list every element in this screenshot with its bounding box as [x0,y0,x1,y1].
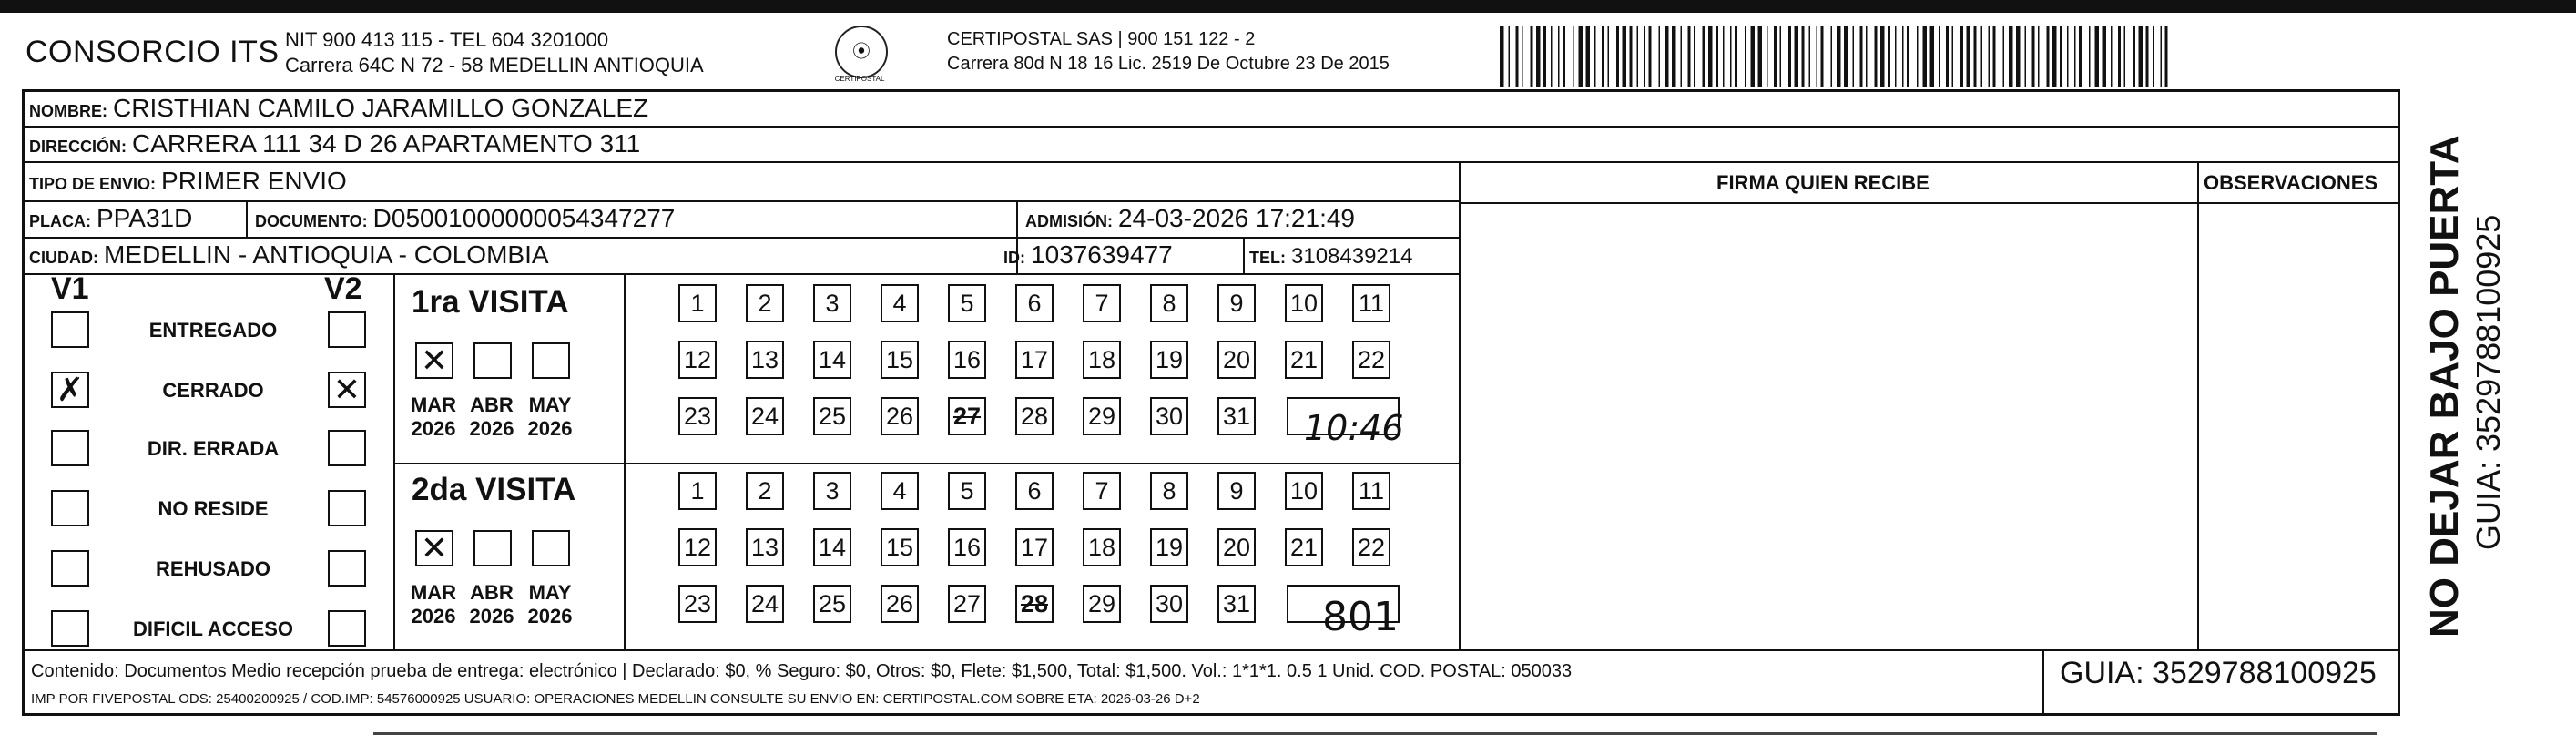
barcode-bar [1563,26,1565,87]
barcode-bar [1516,26,1519,87]
barcode-bar [1767,26,1768,87]
barcode-bar [1989,26,1991,87]
first-month-label [406,393,461,441]
firma-header: FIRMA QUIEN RECIBE [1716,171,1929,194]
barcode-bar [1608,26,1610,87]
first-day-checkbox[interactable]: 13 [746,341,784,379]
second-day-checkbox[interactable]: 4 [881,472,919,510]
second-day-checkbox[interactable]: 25 [813,585,851,623]
footer-guia: GUIA: 3529788100925 [2060,656,2377,690]
barcode-bar [1895,26,1897,87]
month-name: ABR [470,581,514,604]
first-day-checkbox[interactable]: 30 [1150,397,1188,435]
status-label-no-reside: NO RESIDE [158,497,269,520]
first-day-checkbox[interactable]: 1 [678,284,717,322]
second-visit-note: 801 [1322,594,1399,640]
logo-text: CERTIPOSTAL [834,75,885,83]
first-day-checkbox[interactable]: 16 [948,341,986,379]
barcode-bar [1907,26,1909,87]
barcode-bar [1558,26,1560,87]
barcode-bar [1745,26,1746,87]
first-day-checkbox[interactable]: 31 [1217,397,1256,435]
barcode-bar [2139,26,2143,87]
month-name: ABR [470,393,514,416]
v1-checkbox-no-reside[interactable] [51,490,89,526]
second-day-checkbox[interactable]: 24 [746,585,784,623]
first-day-checkbox[interactable]: 21 [1285,341,1323,379]
first-day-checkbox[interactable]: 20 [1217,341,1256,379]
observaciones-header: OBSERVACIONES [2204,171,2378,194]
tipo-value: PRIMER ENVIO [161,167,347,195]
barcode-bar [1594,26,1596,87]
first-month-checkbox-abr[interactable] [473,342,512,379]
barcode-bar [2025,26,2027,87]
first-day-checkbox[interactable]: 14 [813,341,851,379]
admision-field [1025,204,1355,233]
carrier-address: Carrera 80d N 18 16 Lic. 2519 De Octubre 23 De 2015 [947,54,1390,74]
second-day-checkbox[interactable]: 15 [881,528,919,566]
barcode-bar [1809,26,1811,87]
tel-field [1249,244,1412,270]
barcode-bar [1821,26,1824,87]
month-name: MAY [528,581,572,604]
barcode-bar [2003,26,2005,87]
barcode-bar [1930,26,1935,87]
second-day-checkbox[interactable]: 30 [1150,585,1188,623]
second-day-checkbox[interactable]: 14 [813,528,851,566]
second-day-checkbox[interactable]: 20 [1217,528,1256,566]
barcode-bar [1543,26,1546,87]
second-day-checkbox[interactable]: 28 [1015,585,1054,623]
tipo-field [29,167,347,196]
barcode-bar [1880,26,1885,87]
status-label-dir-errada: DIR. ERRADA [147,437,280,460]
bottom-rule [373,732,2377,735]
barcode-bar [1531,26,1533,87]
second-day-checkbox[interactable]: 2 [746,472,784,510]
barcode-bar [1967,26,1971,87]
barcode-bar [1536,26,1541,87]
rule-5 [22,273,1461,275]
v2-header: V2 [324,271,362,306]
top-rule [0,0,2576,13]
barcode-bar [1939,26,1940,87]
barcode-bar [1630,26,1633,87]
frame-right [2398,89,2400,716]
v2-checkbox-entregado[interactable] [328,311,366,348]
second-day-checkbox[interactable]: 6 [1015,472,1054,510]
direccion-field [29,129,640,158]
first-visit-time: 10:46 [1304,408,1404,448]
second-day-checkbox[interactable]: 11 [1352,472,1390,510]
second-day-checkbox[interactable]: 26 [881,585,919,623]
status-label-dificil-acceso: DIFICIL ACCESO [132,617,293,640]
barcode-bar [1751,26,1756,87]
col-divider-firma [1459,161,1461,650]
month-year: 2026 [527,605,573,628]
col-divider-obs [2197,161,2199,650]
v1-checkbox-rehusado[interactable] [51,550,89,587]
nombre-field [29,94,648,123]
barcode-bar [1795,26,1799,87]
barcode-bar [1694,26,1695,87]
barcode-bar [1831,26,1833,87]
second-day-checkbox[interactable]: 12 [678,528,717,566]
barcode-bar [2118,26,2121,87]
month-year: 2026 [411,605,456,628]
v1-checkbox-dificil-acceso[interactable] [51,610,89,647]
barcode-bar [1735,26,1737,87]
v2-checkbox-cerrado[interactable]: ✕ [328,372,366,408]
second-day-checkbox[interactable]: 22 [1352,528,1390,566]
first-day-checkbox[interactable]: 3 [813,284,851,322]
barcode-bar [1875,26,1878,87]
barcode-bar [2165,26,2168,87]
direccion-label: DIRECCIÓN: [29,138,127,156]
barcode-bar [1888,26,1890,87]
second-day-checkbox[interactable]: 17 [1015,528,1054,566]
first-day-checkbox[interactable]: 23 [678,397,717,435]
barcode-bar [2124,26,2126,87]
barcode-bar [1946,26,1949,87]
id-value: 1037639477 [1031,240,1173,269]
barcode-bar [1672,26,1676,87]
barcode-bar [1860,26,1863,87]
div-visits [393,463,1459,464]
barcode-bar [2074,26,2076,87]
first-day-checkbox[interactable]: 4 [881,284,919,322]
div-tel [1243,237,1245,273]
first-day-checkbox[interactable]: 9 [1217,284,1256,322]
ciudad-label: CIUDAD: [29,249,98,267]
first-day-checkbox[interactable]: 11 [1352,284,1390,322]
barcode-bar [2153,26,2155,87]
barcode-bar [1981,26,1983,87]
first-month-checkbox-may[interactable] [532,342,570,379]
direccion-value: CARRERA 111 34 D 26 APARTAMENTO 311 [132,129,641,158]
footer-content-line: Contenido: Documentos Medio recepción prueba de entrega: electrónico | Declarado: $0, % Seguro: $0, Otros: $0, Flete: $1,500, Total: $1,500. Vol.: 1*1*1. 0.5 1 Unid. COD. POSTAL: 050033 [31,661,1573,681]
barcode-bar [1923,26,1928,87]
barcode-bar [1758,26,1763,87]
barcode-bar [1623,26,1627,87]
second-day-checkbox[interactable]: 31 [1217,585,1256,623]
div-months [624,273,626,649]
rule-firma-head [1461,202,2400,204]
barcode-bar [2009,26,2013,87]
barcode-bar [1788,26,1791,87]
first-day-checkbox[interactable]: 5 [948,284,986,322]
first-month-label [464,393,519,441]
status-label-rehusado: REHUSADO [156,557,270,580]
second-month-label [406,581,461,628]
barcode-bar [2047,26,2050,87]
second-day-checkbox[interactable]: 18 [1083,528,1121,566]
month-name: MAY [528,393,572,416]
barcode-bar [1500,26,1504,87]
rule-2 [22,161,2400,163]
barcode-bar [1723,26,1725,87]
first-day-checkbox[interactable]: 18 [1083,341,1121,379]
first-month-label [523,393,577,441]
placa-value: PPA31D [97,204,193,232]
nombre-label: NOMBRE: [29,102,107,120]
v1-checkbox-entregado[interactable] [51,311,89,348]
barcode-bar [1551,26,1553,87]
div-placa [246,200,248,237]
certipostal-logo-icon: ⦿ [835,26,888,78]
second-day-checkbox[interactable]: 21 [1285,528,1323,566]
first-day-checkbox[interactable]: 25 [813,397,851,435]
v2-checkbox-rehusado[interactable] [328,550,366,587]
barcode-bar [2016,26,2021,87]
company-contact [285,27,704,78]
rule-4 [22,237,1461,239]
barcode-bar [1716,26,1718,87]
barcode-bar [1952,26,1954,87]
month-year: 2026 [527,417,573,440]
barcode-bar [1917,26,1919,87]
frame-left [22,89,25,716]
barcode-bar [1602,26,1604,87]
v1-header: V1 [51,271,89,306]
second-day-checkbox[interactable]: 5 [948,472,986,510]
barcode-bar [1644,26,1646,87]
rule-1 [22,126,2400,128]
first-day-checkbox[interactable]: 19 [1150,341,1188,379]
second-day-checkbox[interactable]: 10 [1285,472,1323,510]
barcode-bar [2146,26,2149,87]
admision-value: 24-03-2026 17:21:49 [1118,204,1355,232]
ciudad-value: MEDELLIN - ANTIOQUIA - COLOMBIA [104,240,549,269]
barcode-bar [1573,26,1574,87]
second-day-checkbox[interactable]: 29 [1083,585,1121,623]
barcode-bar [2060,26,2062,87]
barcode-bar [1780,26,1782,87]
second-day-checkbox[interactable]: 13 [746,528,784,566]
first-day-checkbox[interactable]: 29 [1083,397,1121,435]
v1-checkbox-dir-errada[interactable] [51,430,89,466]
second-day-checkbox[interactable]: 16 [948,528,986,566]
barcode-bar [1509,26,1511,87]
month-year: 2026 [469,605,514,628]
second-day-checkbox[interactable]: 7 [1083,472,1121,510]
barcode-bar [1522,26,1523,87]
status-label-entregado: ENTREGADO [148,319,278,342]
second-day-checkbox[interactable]: 8 [1150,472,1188,510]
side-guia: GUIA: 3529788100925 [2469,214,2507,550]
nit-line: NIT 900 413 115 - TEL 604 3201000 [285,28,609,51]
v2-checkbox-dificil-acceso[interactable] [328,610,366,647]
first-day-checkbox[interactable]: 27 [948,397,986,435]
carrier-line: CERTIPOSTAL SAS | 900 151 122 - 2 [947,29,1256,49]
first-day-checkbox[interactable]: 10 [1285,284,1323,322]
first-day-checkbox[interactable]: 17 [1015,341,1054,379]
div-status [393,273,395,649]
tel-value: 3108439214 [1291,244,1413,269]
barcode-bar [2103,26,2107,87]
first-visit-title: 1ra VISITA [412,284,569,320]
month-year: 2026 [469,417,514,440]
second-day-checkbox[interactable]: 19 [1150,528,1188,566]
company-address: Carrera 64C N 72 - 58 MEDELLIN ANTIOQUIA [285,54,704,77]
second-month-checkbox-mar[interactable]: ✕ [415,530,453,566]
barcode-bar [1774,26,1777,87]
company-name: CONSORCIO ITS [25,35,280,69]
barcode-bar [1586,26,1591,87]
side-warning: NO DEJAR BAJO PUERTA [2422,135,2467,638]
admision-label: ADMISIÓN: [1025,212,1113,230]
month-year: 2026 [411,417,456,440]
ciudad-field [29,240,549,270]
barcode-bar [1616,26,1619,87]
barcode-bar [1681,26,1683,87]
barcode-bar [1730,26,1732,87]
barcode-bar [1974,26,1977,87]
barcode-bar [2111,26,2113,87]
barcode-bar [1659,26,1661,87]
barcode-bar [1688,26,1691,87]
first-day-checkbox[interactable]: 22 [1352,341,1390,379]
second-day-checkbox[interactable]: 9 [1217,472,1256,510]
footer-print-line: IMP POR FIVEPOSTAL ODS: 25400200925 / COD.IMP: 54576000925 USUARIO: OPERACIONES MEDELLIN CONSULTE SU ENVIO EN: CERTIPOSTAL.COM SOBRE ETA: 2026-03-26 D+2 [31,691,1200,707]
first-day-checkbox[interactable]: 15 [881,341,919,379]
id-label: ID: [1003,249,1025,267]
barcode-bar [2089,26,2091,87]
documento-field [255,204,675,233]
first-day-checkbox[interactable]: 2 [746,284,784,322]
barcode-bar [1703,26,1705,87]
second-month-label [523,581,577,628]
placa-label: PLACA: [29,212,91,230]
v2-checkbox-dir-errada[interactable] [328,430,366,466]
month-name: MAR [410,581,457,604]
first-day-checkbox[interactable]: 24 [746,397,784,435]
first-day-checkbox[interactable]: 8 [1150,284,1188,322]
rule-3 [22,200,1461,202]
nombre-value: CRISTHIAN CAMILO JARAMILLO GONZALEZ [113,94,649,122]
barcode-bar [1837,26,1841,87]
v2-checkbox-no-reside[interactable] [328,490,366,526]
barcode-bar [1708,26,1713,87]
carrier-info [947,27,1390,77]
barcode-bar [2038,26,2040,87]
tel-label: TEL: [1249,249,1286,267]
barcode-bar [1853,26,1855,87]
month-name: MAR [410,393,457,416]
second-month-checkbox-may[interactable] [532,530,570,566]
div-footer-guia [2042,649,2044,716]
first-day-checkbox[interactable]: 28 [1015,397,1054,435]
barcode-bar [1817,26,1818,87]
barcode-bar [2133,26,2135,87]
barcode-bar [2032,26,2035,87]
documento-label: DOCUMENTO: [255,212,368,230]
tipo-label: TIPO DE ENVIO: [29,175,157,193]
barcode-bar [1579,26,1583,87]
v1-checkbox-cerrado[interactable]: ✗ [51,372,89,408]
first-day-checkbox[interactable]: 6 [1015,284,1054,322]
barcode-bar [2161,26,2163,87]
status-label-cerrado: CERRADO [162,379,264,402]
second-month-label [464,581,519,628]
barcode [1500,26,2174,87]
second-day-checkbox[interactable]: 1 [678,472,717,510]
barcode-bar [1866,26,1868,87]
second-month-checkbox-abr[interactable] [473,530,512,566]
barcode-bar [1665,26,1669,87]
barcode-bar [2067,26,2069,87]
barcode-bar [1960,26,1963,87]
barcode-bar [2052,26,2057,87]
barcode-bar [2095,26,2100,87]
first-day-checkbox[interactable]: 26 [881,397,919,435]
first-day-checkbox[interactable]: 12 [678,341,717,379]
second-day-checkbox[interactable]: 3 [813,472,851,510]
second-visit-title: 2da VISITA [412,472,576,507]
first-month-checkbox-mar[interactable]: ✕ [415,342,453,379]
barcode-bar [1637,26,1639,87]
second-day-checkbox[interactable]: 27 [948,585,986,623]
first-day-checkbox[interactable]: 7 [1083,284,1121,322]
barcode-bar [1649,26,1652,87]
barcode-bar [1993,26,1996,87]
barcode-bar [1902,26,1904,87]
second-day-checkbox[interactable]: 23 [678,585,717,623]
barcode-bar [1802,26,1805,87]
placa-field [29,204,192,233]
frame-top [22,89,2400,92]
barcode-bar [1844,26,1848,87]
id-field [1003,240,1173,270]
documento-value: D05001000000054347277 [372,204,676,232]
barcode-bar [2079,26,2082,87]
